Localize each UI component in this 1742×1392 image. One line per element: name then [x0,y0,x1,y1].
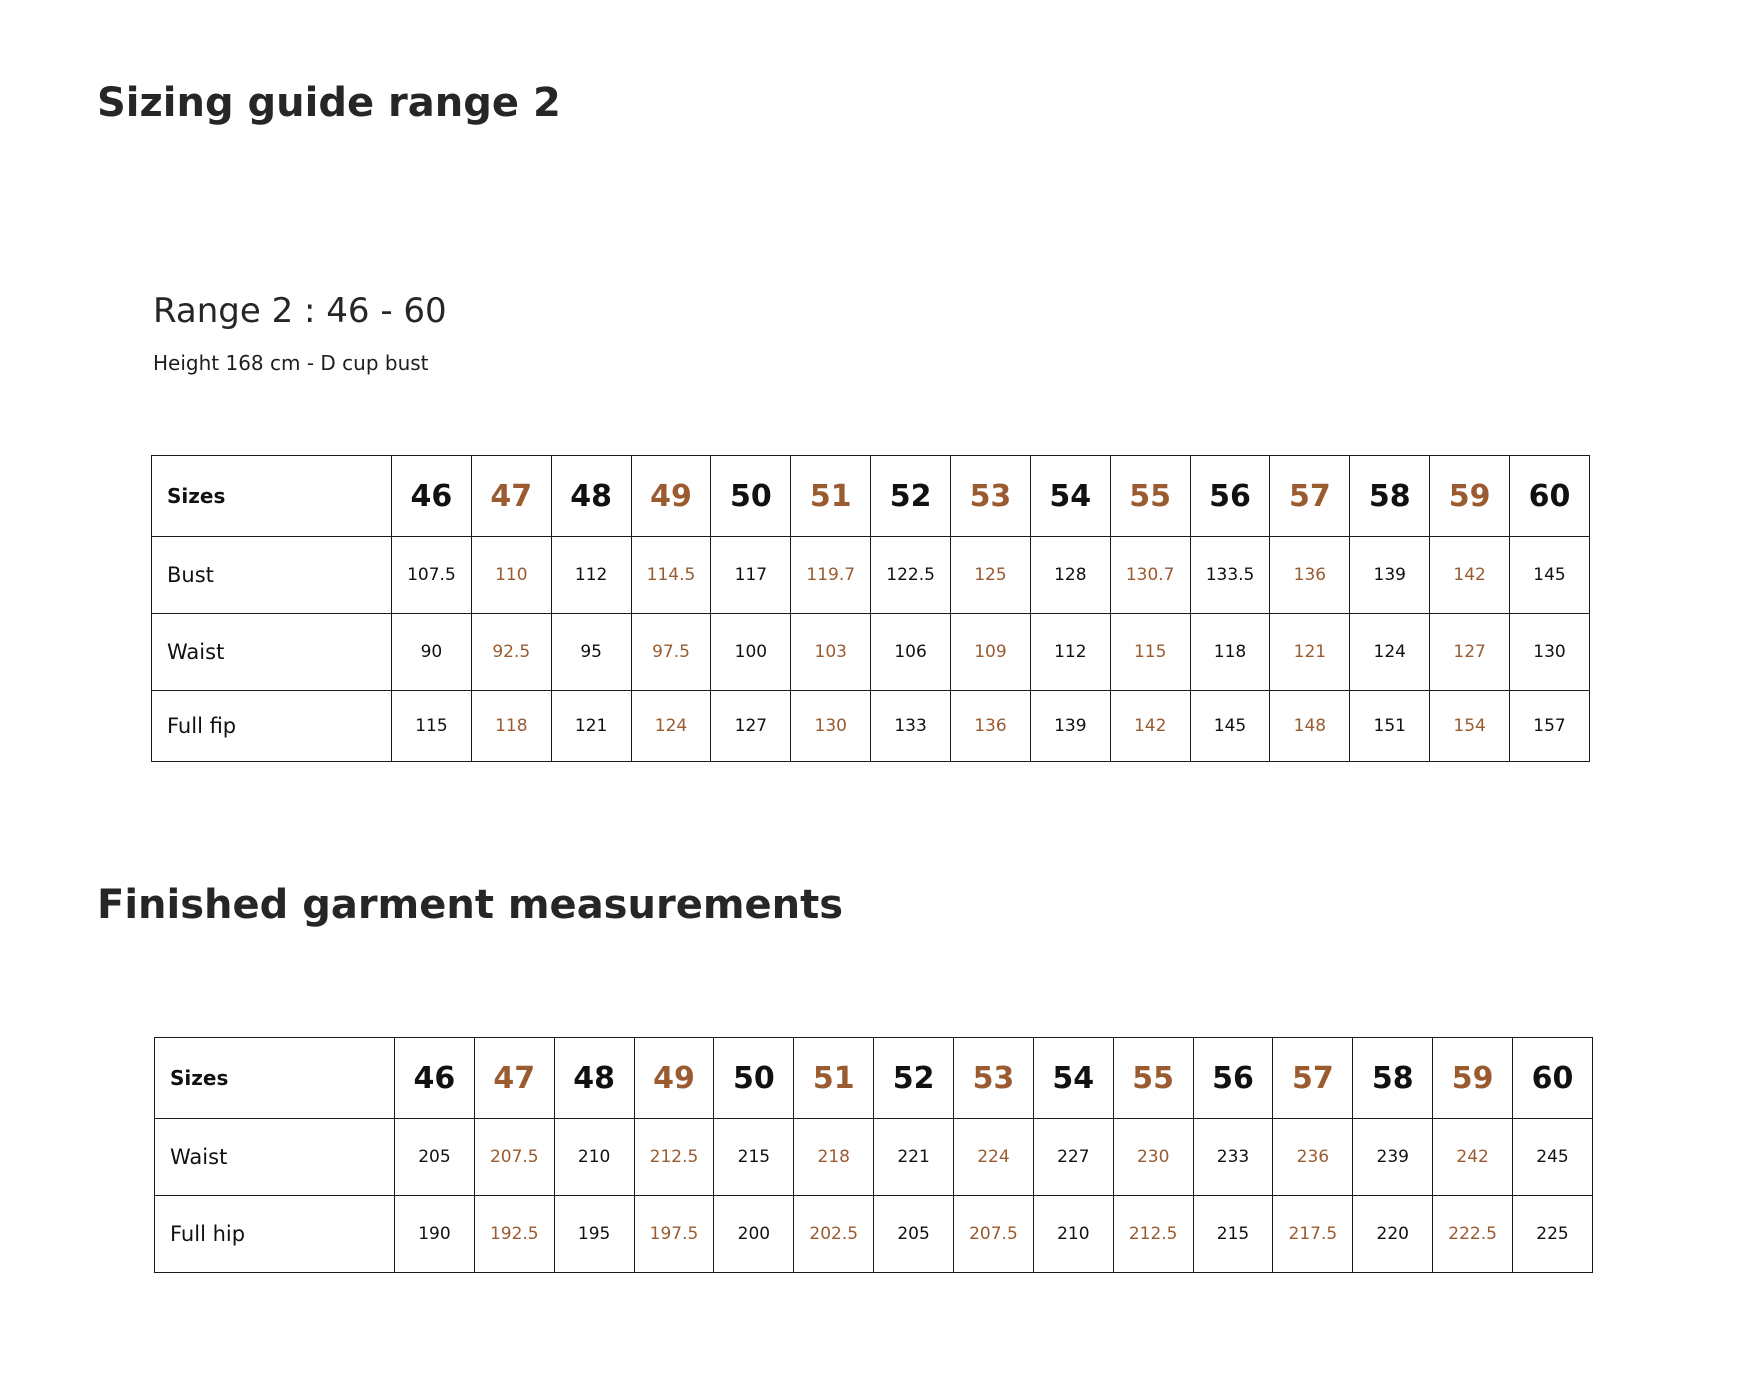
value-cell: 207.5 [474,1119,554,1196]
value-cell: 239 [1353,1119,1433,1196]
value-cell: 121 [1270,614,1350,691]
range-title: Range 2 : 46 - 60 [153,291,447,331]
value-cell: 115 [392,691,472,762]
value-cell: 97.5 [631,614,711,691]
value-cell: 124 [1350,614,1430,691]
size-header-cell: 48 [554,1038,634,1119]
value-cell: 157 [1510,691,1590,762]
garment-table-body [155,1038,1593,1273]
value-cell: 139 [1350,537,1430,614]
value-cell: 215 [1193,1196,1273,1273]
table-row [152,691,1590,762]
value-cell: 222.5 [1433,1196,1513,1273]
size-header-cell: 47 [471,456,551,537]
value-cell: 133 [871,691,951,762]
size-header-cell: 46 [392,456,472,537]
value-cell: 100 [711,614,791,691]
value-cell: 207.5 [954,1196,1034,1273]
sizing-table-body [152,456,1590,762]
size-header-cell: 54 [1030,456,1110,537]
row-label-cell: Bust [152,537,392,614]
value-cell: 221 [874,1119,954,1196]
value-cell: 124 [631,691,711,762]
value-cell: 142 [1110,691,1190,762]
sizes-header-cell: Sizes [152,456,392,537]
size-header-cell: 58 [1350,456,1430,537]
value-cell: 127 [1430,614,1510,691]
size-header-cell: 53 [951,456,1031,537]
size-header-cell: 54 [1033,1038,1113,1119]
value-cell: 197.5 [634,1196,714,1273]
value-cell: 148 [1270,691,1350,762]
size-header-cell: 52 [871,456,951,537]
value-cell: 106 [871,614,951,691]
table-row [155,1196,1593,1273]
value-cell: 212.5 [634,1119,714,1196]
size-header-cell: 47 [474,1038,554,1119]
size-header-cell: 58 [1353,1038,1433,1119]
value-cell: 109 [951,614,1031,691]
row-label-cell: Waist [155,1119,395,1196]
size-header-cell: 49 [634,1038,714,1119]
value-cell: 205 [395,1119,475,1196]
value-cell: 145 [1190,691,1270,762]
value-cell: 245 [1513,1119,1593,1196]
table-header-row [155,1038,1593,1119]
value-cell: 200 [714,1196,794,1273]
size-header-cell: 55 [1110,456,1190,537]
sizes-header-cell: Sizes [155,1038,395,1119]
value-cell: 139 [1030,691,1110,762]
value-cell: 236 [1273,1119,1353,1196]
value-cell: 112 [551,537,631,614]
value-cell: 145 [1510,537,1590,614]
value-cell: 115 [1110,614,1190,691]
value-cell: 121 [551,691,631,762]
table-row [152,614,1590,691]
value-cell: 242 [1433,1119,1513,1196]
size-header-cell: 51 [791,456,871,537]
value-cell: 127 [711,691,791,762]
size-header-cell: 59 [1430,456,1510,537]
value-cell: 107.5 [392,537,472,614]
size-header-cell: 60 [1513,1038,1593,1119]
range-subtitle: Height 168 cm - D cup bust [153,351,429,375]
value-cell: 103 [791,614,871,691]
section-title-finished-garment: Finished garment measurements [97,882,844,928]
value-cell: 233 [1193,1119,1273,1196]
table-row [152,537,1590,614]
page-title: Sizing guide range 2 [97,80,561,126]
value-cell: 92.5 [471,614,551,691]
table-row [155,1119,1593,1196]
value-cell: 130.7 [1110,537,1190,614]
value-cell: 130 [791,691,871,762]
size-header-cell: 50 [711,456,791,537]
value-cell: 224 [954,1119,1034,1196]
value-cell: 205 [874,1196,954,1273]
value-cell: 119.7 [791,537,871,614]
size-header-cell: 57 [1273,1038,1353,1119]
size-header-cell: 49 [631,456,711,537]
value-cell: 95 [551,614,631,691]
value-cell: 142 [1430,537,1510,614]
value-cell: 130 [1510,614,1590,691]
value-cell: 220 [1353,1196,1433,1273]
value-cell: 195 [554,1196,634,1273]
value-cell: 212.5 [1113,1196,1193,1273]
row-label-cell: Full hip [155,1196,395,1273]
size-header-cell: 56 [1193,1038,1273,1119]
value-cell: 112 [1030,614,1110,691]
size-header-cell: 52 [874,1038,954,1119]
value-cell: 110 [471,537,551,614]
size-header-cell: 56 [1190,456,1270,537]
value-cell: 128 [1030,537,1110,614]
row-label-cell: Full fip [152,691,392,762]
value-cell: 136 [951,691,1031,762]
row-label-cell: Waist [152,614,392,691]
value-cell: 125 [951,537,1031,614]
size-header-cell: 46 [395,1038,475,1119]
value-cell: 227 [1033,1119,1113,1196]
value-cell: 218 [794,1119,874,1196]
table-header-row [152,456,1590,537]
size-header-cell: 55 [1113,1038,1193,1119]
sizing-table [151,455,1590,762]
value-cell: 133.5 [1190,537,1270,614]
size-header-cell: 59 [1433,1038,1513,1119]
value-cell: 225 [1513,1196,1593,1273]
value-cell: 215 [714,1119,794,1196]
value-cell: 210 [1033,1196,1113,1273]
size-header-cell: 57 [1270,456,1350,537]
value-cell: 202.5 [794,1196,874,1273]
value-cell: 90 [392,614,472,691]
value-cell: 114.5 [631,537,711,614]
value-cell: 136 [1270,537,1350,614]
size-header-cell: 51 [794,1038,874,1119]
size-header-cell: 60 [1510,456,1590,537]
value-cell: 151 [1350,691,1430,762]
value-cell: 118 [1190,614,1270,691]
value-cell: 230 [1113,1119,1193,1196]
garment-table [154,1037,1593,1273]
size-header-cell: 48 [551,456,631,537]
value-cell: 210 [554,1119,634,1196]
value-cell: 154 [1430,691,1510,762]
value-cell: 192.5 [474,1196,554,1273]
value-cell: 217.5 [1273,1196,1353,1273]
value-cell: 190 [395,1196,475,1273]
size-header-cell: 53 [954,1038,1034,1119]
value-cell: 118 [471,691,551,762]
value-cell: 122.5 [871,537,951,614]
value-cell: 117 [711,537,791,614]
size-header-cell: 50 [714,1038,794,1119]
